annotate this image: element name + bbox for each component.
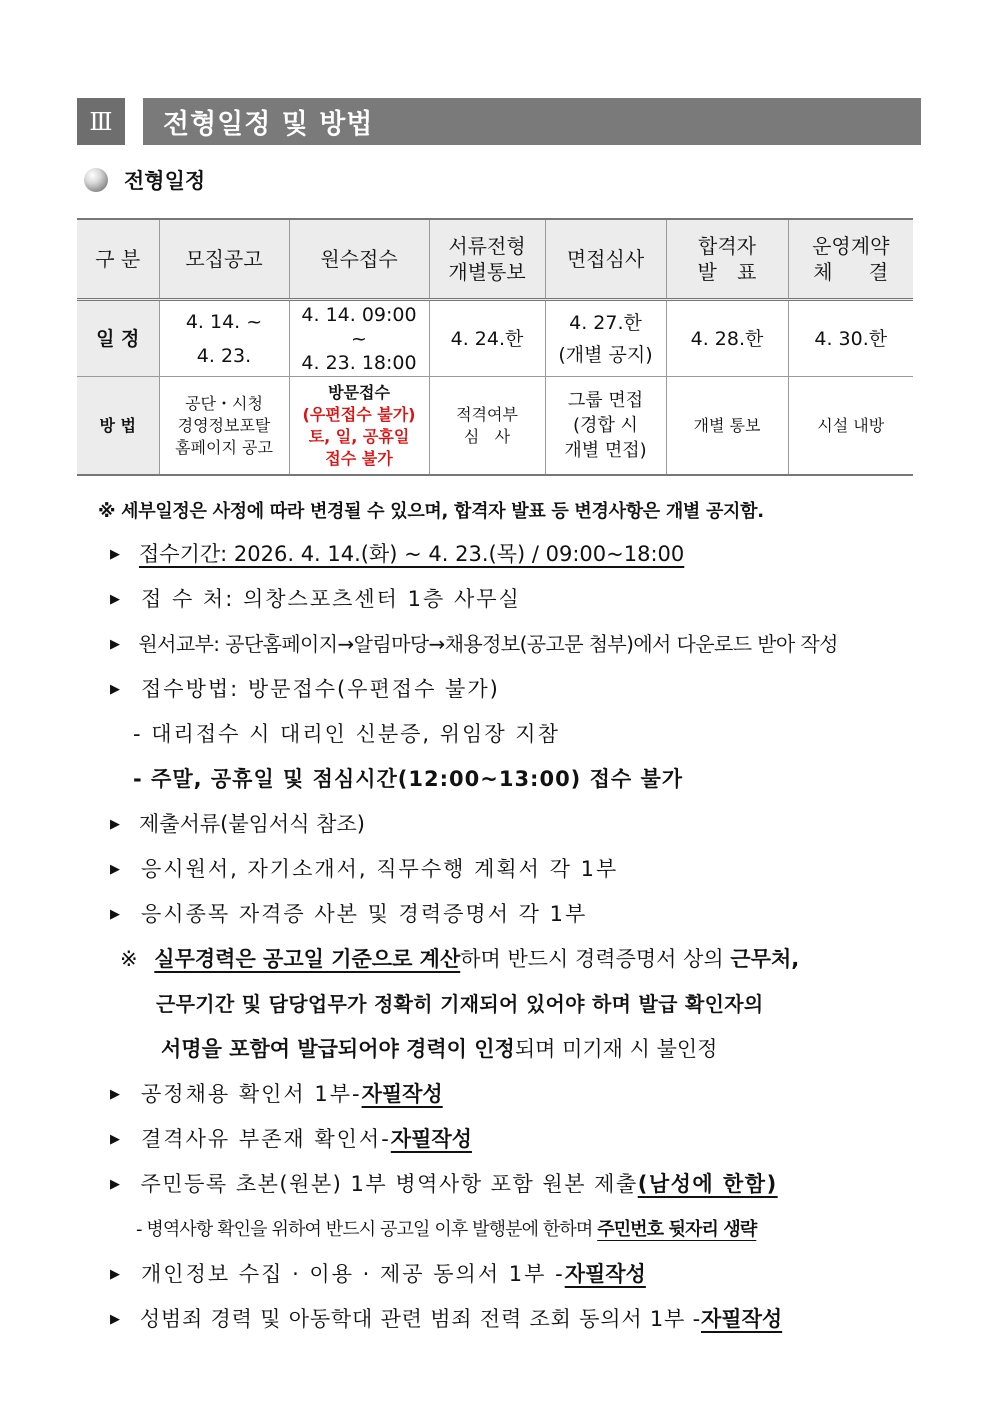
header-contract: 운영계약 체 결 (788, 219, 913, 300)
triangle-bullet-icon: ▶ (110, 547, 120, 562)
sub-item-military: - 병역사항 확인을 위하여 반드시 공고일 이후 발행분에 한하며 주민번호 뒷자리 생략 (136, 1219, 757, 1240)
list-item: ▶ 공정채용 확인서 1부- 자필작성 (110, 1082, 443, 1106)
triangle-bullet-icon: ▶ (110, 817, 120, 832)
cell-receipt-schedule: 4. 14. 09:00 ~ 4. 23. 18:00 (289, 300, 429, 377)
triangle-bullet-icon: ▶ (110, 1087, 122, 1102)
experience-note-line1: ※ 실무경력은 공고일 기준으로 계산하며 반드시 경력증명서 상의 근무처, (120, 947, 800, 971)
cell-recruit-schedule: 4. 14. ~ 4. 23. (159, 300, 289, 377)
triangle-bullet-icon: ▶ (110, 1267, 122, 1282)
list-item: ▶ 성범죄 경력 및 아동학대 관련 범죄 전력 조회 동의서 1부 - 자필작성 (110, 1307, 783, 1331)
header-category: 구 분 (77, 219, 159, 300)
list-item: ▶ 주민등록 초본(원본) 1부 병역사항 포함 원본 제출 (남성에 한함) (110, 1172, 778, 1196)
table-row (77, 300, 913, 377)
sub-item-closed: - 주말, 공휴일 및 점심시간(12:00~13:00) 접수 불가 (133, 767, 684, 791)
triangle-bullet-icon: ▶ (110, 1177, 122, 1192)
list-item: ▶ 응시종목 자격증 사본 및 경력증명서 각 1부 (110, 902, 588, 926)
subheading-text: 전형일정 (124, 168, 206, 193)
header-document: 서류전형 개별통보 (429, 219, 545, 300)
cell-interview-schedule: 4. 27.한 (개별 공지) (545, 300, 666, 377)
ball-bullet-icon (84, 168, 108, 192)
sub-item-proxy: - 대리접수 시 대리인 신분증, 위임장 지참 (133, 722, 560, 746)
cell-recruit-method: 공단・시청 경영정보포탈 홈페이지 공고 (159, 377, 289, 476)
cell-contract-method: 시설 내방 (788, 377, 913, 476)
cell-pass-method: 개별 통보 (666, 377, 788, 476)
cell-document-method: 적격여부 심 사 (429, 377, 545, 476)
cell-interview-method: 그룹 면접 (경합 시 개별 면접) (545, 377, 666, 476)
experience-note-line3: 서명을 포함여 발급되어야 경력이 인정되며 미기재 시 불인정 (161, 1037, 718, 1061)
subheading (84, 165, 205, 195)
row-label-schedule: 일 정 (77, 300, 159, 377)
section-header (77, 98, 921, 145)
list-item: ▶ 개인정보 수집 · 이용 · 제공 동의서 1부 - 자필작성 (110, 1262, 646, 1286)
header-pass: 합격자 발 표 (666, 219, 788, 300)
list-item: ▶ 응시원서, 자기소개서, 직무수행 계획서 각 1부 (110, 857, 619, 881)
triangle-bullet-icon: ▶ (110, 682, 122, 697)
list-item: ▶ 제출서류(붙임서식 참조) (110, 812, 365, 836)
triangle-bullet-icon: ▶ (110, 592, 122, 607)
list-item: ▶ 원서교부: 공단홈페이지→알림마당→채용정보(공고문 첨부)에서 다운로드 받아 작성 (110, 632, 838, 656)
cell-pass-schedule: 4. 28.한 (666, 300, 788, 377)
triangle-bullet-icon: ▶ (110, 907, 122, 922)
schedule-table (77, 218, 913, 476)
table-row (77, 377, 913, 476)
header-receipt: 원수접수 (289, 219, 429, 300)
triangle-bullet-icon: ▶ (110, 637, 120, 652)
list-item: ▶ 접수기간: 2026. 4. 14.(화) ~ 4. 23.(목) / 09:00~18:00 (110, 542, 685, 566)
list-item: ▶ 결격사유 부존재 확인서- 자필작성 (110, 1127, 472, 1151)
list-item: ▶ 접수방법: 방문접수(우편접수 불가) (110, 677, 500, 701)
cell-contract-schedule: 4. 30.한 (788, 300, 913, 377)
row-label-method: 방 법 (77, 377, 159, 476)
experience-note-line2: 근무기간 및 담당업무가 정확히 기재되어 있어야 하며 발급 확인자의 (156, 992, 764, 1016)
section-title: 전형일정 및 방법 (143, 98, 921, 145)
schedule-note: ※ 세부일정은 사정에 따라 변경될 수 있으며, 합격자 발표 등 변경사항은 개별 공지함. (98, 501, 764, 522)
table-header-row (77, 219, 913, 300)
section-number: Ⅲ (77, 98, 125, 145)
triangle-bullet-icon: ▶ (110, 862, 122, 877)
header-interview: 면접심사 (545, 219, 666, 300)
cell-document-schedule: 4. 24.한 (429, 300, 545, 377)
triangle-bullet-icon: ▶ (110, 1312, 121, 1327)
cell-receipt-method: 방문접수 (우편접수 불가) 토, 일, 공휴일 접수 불가 (289, 377, 429, 476)
triangle-bullet-icon: ▶ (110, 1132, 122, 1147)
header-recruit: 모집공고 (159, 219, 289, 300)
list-item: ▶ 접 수 처: 의창스포츠센터 1층 사무실 (110, 587, 521, 611)
